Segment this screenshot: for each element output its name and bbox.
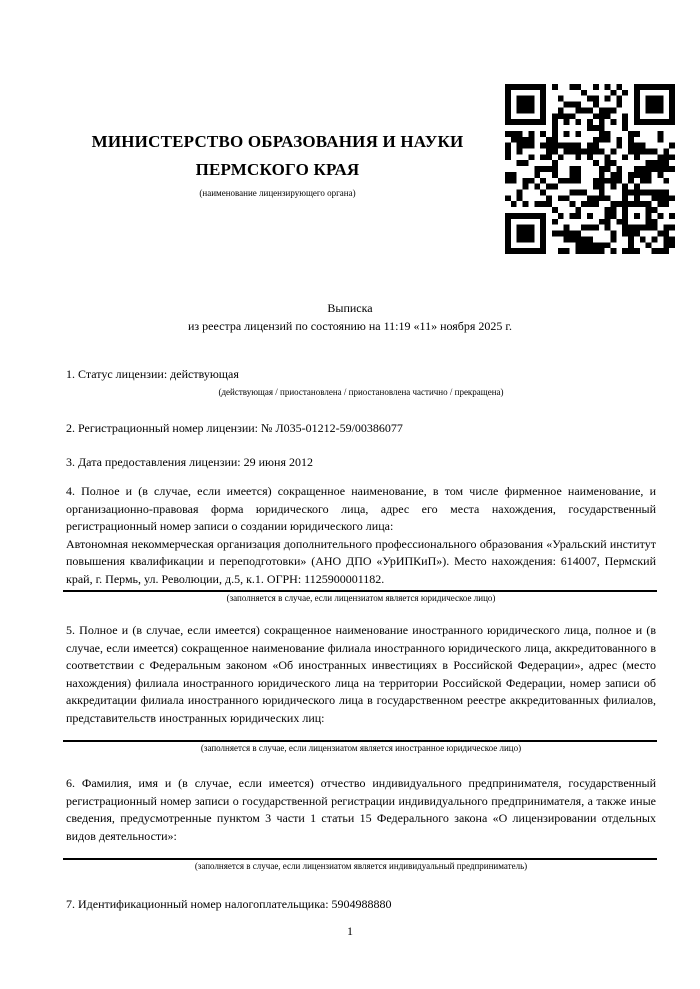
ministry-name-line1: МИНИСТЕРСТВО ОБРАЗОВАНИЯ И НАУКИ	[91, 132, 464, 151]
page-number: 1	[347, 924, 353, 938]
foreign-entity-label: 5. Полное и (в случае, если имеется) сокращенное наименование иностранного юридического лица, полное и (в случае, если имеется) сокращенное наименование филиала иностранного юридического лица, аккредитованного в соответствии с Федеральным законом «Об иностранных инвестициях в Российской Федерации», адрес (место нахождения) филиала иностранного юридического лица на территории Российской Федерации, номер записи об аккредитации филиала иностранного юридического лица в государственном реестре аккредитованных филиалов, представительств иностранных юридических лиц:	[66, 623, 656, 725]
grant-date-text: 3. Дата предоставления лицензии: 29 июня 2012	[66, 455, 313, 469]
legal-entity-label: 4. Полное и (в случае, если имеется) сокращенное наименование, в том числе фирменное наименование, и организационно-правовая форма юридического лица, адрес его места нахождения, государственный регистрационный номер записи о создании юридического лица:	[66, 484, 656, 533]
field-foreign-entity	[66, 622, 656, 755]
field-legal-entity	[66, 483, 656, 605]
field-entrepreneur	[66, 775, 656, 873]
license-status-text: 1. Статус лицензии: действующая	[66, 367, 239, 381]
entrepreneur-label: 6. Фамилия, имя и (в случае, если имеется) отчество индивидуального предпринимателя, государственный регистрационный номер записи о государственной регистрации индивидуального предпринимателя, а также иные сведения, предусмотренные пунктом 3 части 1 статьи 15 Федерального закона «О лицензировании отдельных видов деятельности»:	[66, 776, 656, 843]
qr-code-image	[505, 84, 675, 254]
document-subtitle: из реестра лицензий по состоянию на 11:19 «11» ноября 2025 г.	[188, 319, 512, 333]
field-license-status	[66, 366, 656, 384]
foreign-entity-caption: (заполняется в случае, если лицензиатом является иностранное юридическое лицо)	[200, 743, 522, 753]
field-license-status-caption	[66, 386, 656, 399]
document-title: Выписка	[327, 301, 373, 315]
qr-code	[505, 84, 675, 254]
document-title-block	[0, 299, 700, 335]
legal-entity-caption: (заполняется в случае, если лицензиатом является юридическое лицо)	[226, 593, 496, 603]
taxpayer-id-text: 7. Идентификационный номер налогоплательщика: 5904988880	[66, 897, 392, 911]
foreign-entity-blank-value	[66, 727, 656, 740]
entrepreneur-caption: (заполняется в случае, если лицензиатом является индивидуальный предприниматель)	[194, 861, 528, 871]
field-taxpayer-id	[66, 896, 656, 914]
ministry-caption: (наименование лицензирующего органа)	[199, 188, 356, 198]
field-registration-number	[66, 420, 656, 438]
entrepreneur-blank-value	[66, 845, 656, 858]
license-status-options-caption: (действующая / приостановлена / приостановлена частично / прекращена)	[218, 387, 504, 397]
licensing-authority-header	[45, 128, 510, 198]
ministry-name-line2: ПЕРМСКОГО КРАЯ	[195, 160, 360, 179]
legal-entity-value: Автономная некоммерческая организация дополнительного профессионального образования «Уральский институт повышения квалификации и переподготовки» (АНО ДПО «УрИПКиП»). Место нахождения: 614007, Пермский край, г. Пермь, ул. Революции, д.5, к.1. ОГРН: 1125900001182.	[66, 536, 656, 586]
registration-number-text: 2. Регистрационный номер лицензии: № Л035-01212-59/00386077	[66, 421, 403, 435]
field-grant-date	[66, 454, 656, 472]
